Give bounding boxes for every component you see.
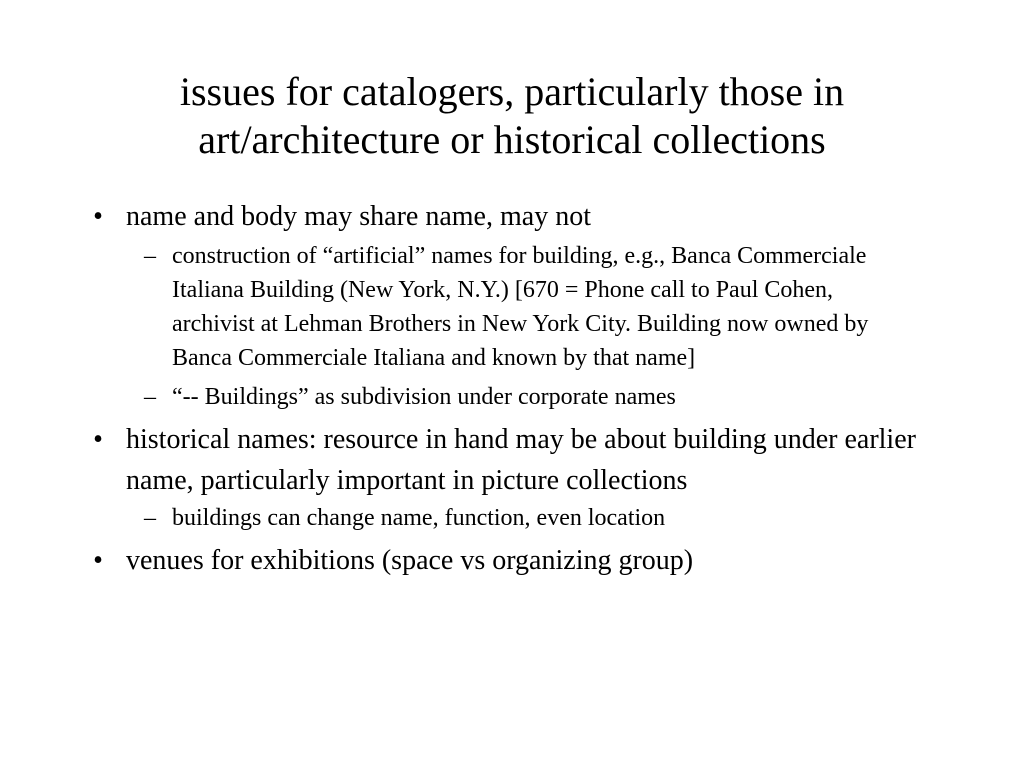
slide-title [60,68,964,164]
bullet-item [84,196,934,414]
bullet-marker: • [93,545,103,576]
sub-item-text: “-- Buildings” as subdivision under corporate names [172,384,676,410]
sub-item [126,501,934,535]
dash-marker: – [144,384,156,410]
sub-item-text: buildings can change name, function, even location [172,505,666,531]
dash-marker: – [144,243,156,269]
bullet-item [84,419,934,535]
title-line-1: issues for catalogers, particularly those in [179,69,845,114]
title-line-2: art/architecture or historical collections [198,117,826,162]
dash-marker: – [144,505,156,531]
bullet-marker: • [93,424,103,455]
bullet-item [84,540,934,581]
sub-item-text: construction of “artificial” names for building, e.g., Banca Commerciale Italiana Building (New York, N.Y.) [670 = Phone call to Paul Cohen, archivist at Lehman Brothers in New York City. Building now owned by Banca Commerciale Italiana and known by that name] [172,243,869,371]
sub-list [126,501,934,535]
bullet-text: venues for exhibitions (space vs organizing group) [126,545,694,576]
sub-item [126,239,872,375]
bullet-marker: • [93,201,103,232]
bullet-list [84,196,934,586]
bullet-text: historical names: resource in hand may be about building under earlier name, particularly important in picture collections [126,424,916,496]
sub-item [126,380,872,414]
bullet-text: name and body may share name, may not [126,201,591,232]
sub-list [126,239,934,414]
